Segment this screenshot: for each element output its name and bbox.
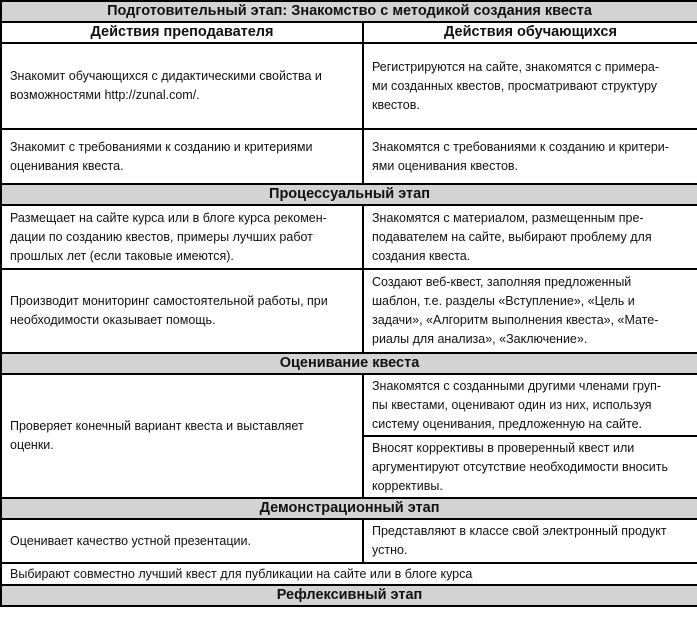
- stage-row-reflexive: [1, 585, 697, 606]
- teacher-action-cell: Оценивает качество устной презентации.: [1, 519, 363, 563]
- teacher-action-cell: Проверяет конечный вариант квеста и выставляет оценки.: [1, 374, 363, 498]
- header-teacher-actions: Действия преподавателя: [1, 22, 363, 43]
- table-row: [1, 519, 697, 563]
- table-row: [1, 374, 697, 436]
- joint-action-cell: Выбирают совместно лучший квест для публикации на сайте или в блоге курса: [1, 563, 697, 585]
- student-action-cell: Знакомятся с требованиями к созданию и критери- ями оценивания квестов.: [363, 129, 697, 184]
- teacher-action-cell: Знакомит с требованиями к созданию и критериями оценивания квеста.: [1, 129, 363, 184]
- table-row: [1, 43, 697, 129]
- stage-title-evaluation: Оценивание квеста: [1, 353, 697, 374]
- stage-row-evaluation: [1, 353, 697, 374]
- student-action-cell: Знакомятся с созданными другими членами груп- пы квестами, оценивают один из них, используя систему оценивания, предложенную на сайте.: [363, 374, 697, 436]
- table-row: [1, 129, 697, 184]
- stage-title-demonstration: Демонстрационный этап: [1, 498, 697, 519]
- header-student-actions: Действия обучающихся: [363, 22, 697, 43]
- header-row: [1, 22, 697, 43]
- stage-title-process: Процессуальный этап: [1, 184, 697, 205]
- table-row: [1, 269, 697, 353]
- stage-title-preparatory: Подготовительный этап: Знакомство с методикой создания квеста: [1, 1, 697, 22]
- student-action-cell: Регистрируются на сайте, знакомятся с примера- ми созданных квестов, просматривают структуру квестов.: [363, 43, 697, 129]
- stage-row-preparatory: [1, 1, 697, 22]
- stage-row-demonstration: [1, 498, 697, 519]
- student-action-cell: Вносят коррективы в проверенный квест или аргументируют отсутствие необходимости вносить коррективы.: [363, 436, 697, 498]
- teacher-action-cell: Знакомит обучающихся с дидактическими свойства и возможностями http://zunal.com/.: [1, 43, 363, 129]
- student-action-cell: Знакомятся с материалом, размещенным пре- подавателем на сайте, выбирают проблему для создания квеста.: [363, 205, 697, 269]
- student-action-cell: Представляют в классе свой электронный продукт устно.: [363, 519, 697, 563]
- table-row: [1, 563, 697, 585]
- stage-row-process: [1, 184, 697, 205]
- teacher-action-cell: Производит мониторинг самостоятельной работы, при необходимости оказывает помощь.: [1, 269, 363, 353]
- student-action-cell: Создают веб-квест, заполняя предложенный шаблон, т.е. разделы «Вступление», «Цель и задачи», «Алгоритм выполнения квеста», «Мате- риалы для анализа», «Заключение».: [363, 269, 697, 353]
- table-row: [1, 205, 697, 269]
- stage-title-reflexive: Рефлексивный этап: [1, 585, 697, 606]
- teacher-action-cell: Размещает на сайте курса или в блоге курса рекомен- дации по созданию квестов, примеры лучших работ прошлых лет (если таковые имеются).: [1, 205, 363, 269]
